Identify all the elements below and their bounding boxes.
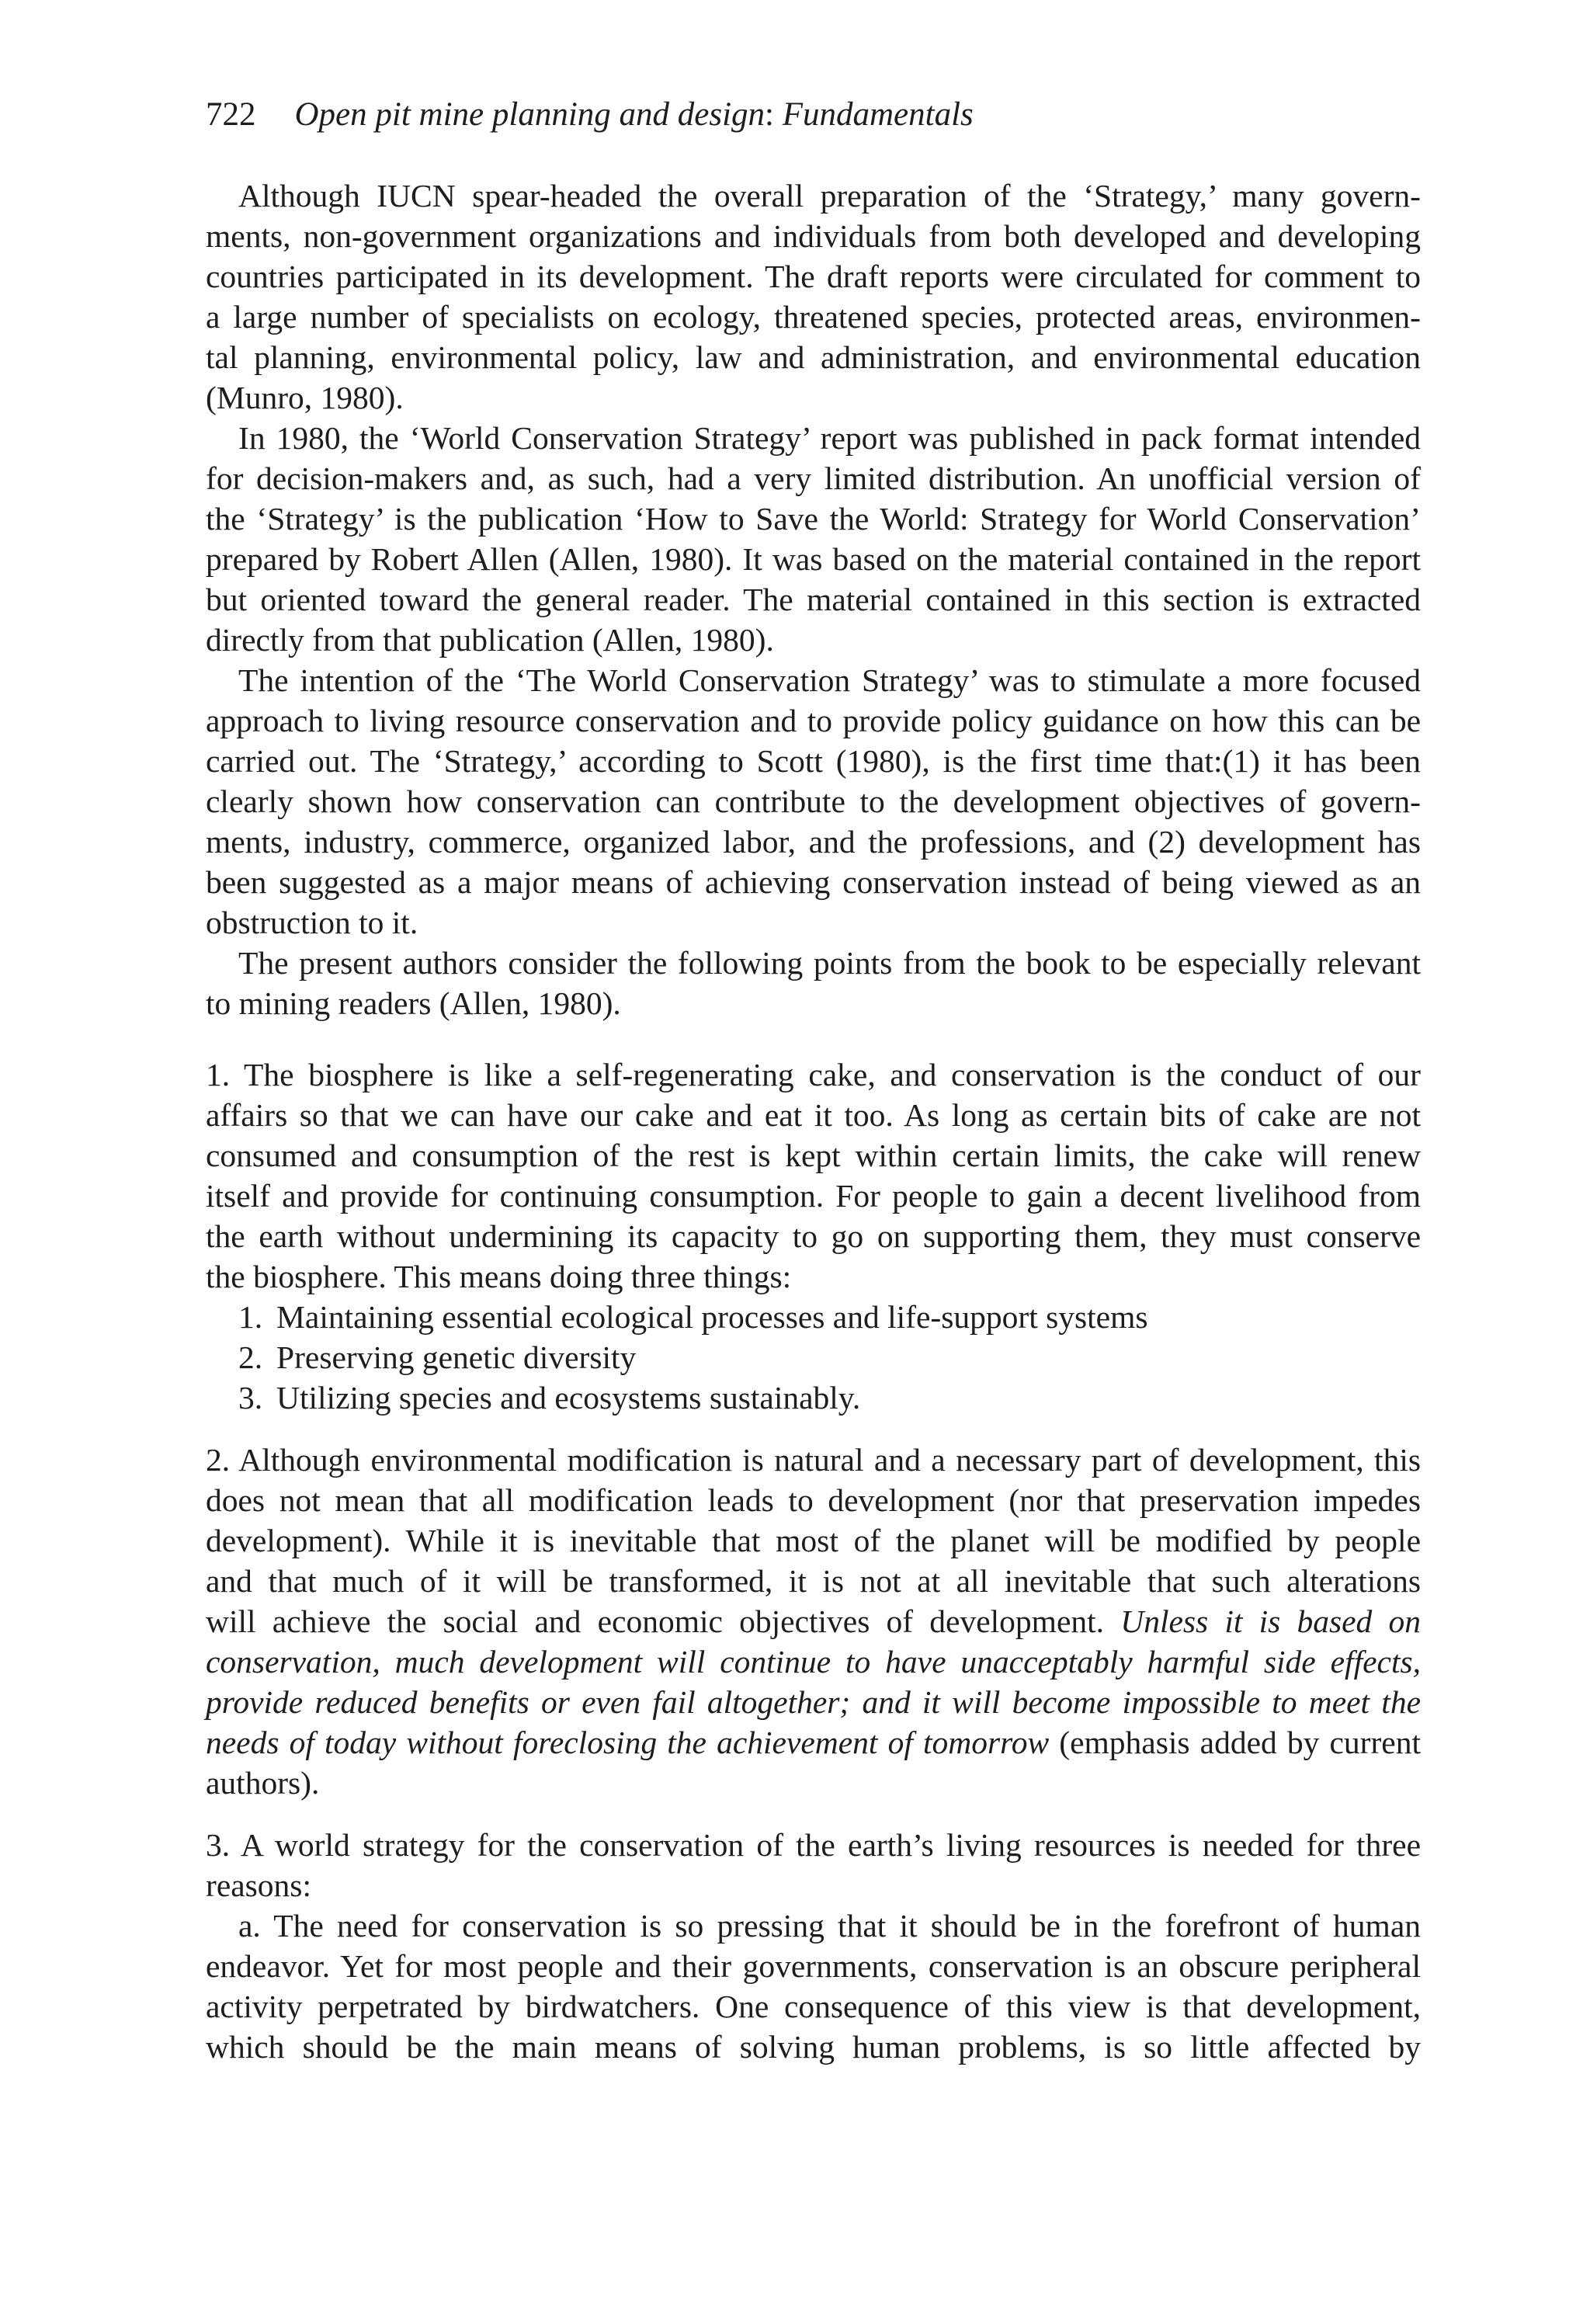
sub-list-item bbox=[206, 1377, 1421, 1418]
sub-list-number: 2. bbox=[238, 1339, 263, 1375]
text-line: affairs so that we can have our cake and eat it too. As long as certain bits of cake are not bbox=[206, 1097, 1421, 1133]
text-line: prepared by Robert Allen (Allen, 1980). It was based on the material contained in the report bbox=[206, 541, 1421, 577]
text-line: ments, non-government organizations and individuals from both developed and developing bbox=[206, 218, 1421, 254]
book-title: Open pit mine planning and design bbox=[294, 96, 765, 133]
sub-list-number: 3. bbox=[238, 1380, 263, 1416]
text-line: reasons: bbox=[206, 1867, 311, 1903]
page-number: 722 bbox=[206, 96, 256, 133]
text-line: endeavor. Yet for most people and their governments, conservation is an obscure peripheral bbox=[206, 1948, 1421, 1984]
text-line: carried out. The ‘Strategy,’ according to Scott (1980), is the first time that:(1) it has been bbox=[206, 743, 1421, 779]
text-line: to mining readers (Allen, 1980). bbox=[206, 985, 621, 1021]
text-line: The present authors consider the following points from the book to be especially relevant bbox=[238, 945, 1421, 981]
sub-list-item bbox=[206, 1337, 1421, 1377]
text-line: the earth without undermining its capacity to go on supporting them, they must conserve bbox=[206, 1218, 1421, 1254]
text-line: clearly shown how conservation can contribute to the development objectives of govern- bbox=[206, 783, 1421, 819]
text-line: Although IUCN spear-headed the overall preparation of the ‘Strategy,’ many govern- bbox=[238, 178, 1421, 214]
text-line: the biosphere. This means doing three things: bbox=[206, 1259, 792, 1294]
text-line: the ‘Strategy’ is the publication ‘How to Save the World: Strategy for World Conservation’ bbox=[206, 501, 1421, 537]
text-line: ments, industry, commerce, organized labor, and the professions, and (2) development has bbox=[206, 824, 1421, 860]
text-line: 1. The biosphere is like a self-regenerating cake, and conservation is the conduct of our bbox=[206, 1057, 1421, 1093]
text-line: authors). bbox=[206, 1765, 320, 1801]
text-line: (Munro, 1980). bbox=[206, 380, 404, 415]
text-line: for decision-makers and, as such, had a very limited distribution. An unofficial version of bbox=[206, 460, 1421, 496]
text-line: 3. A world strategy for the conservation of the earth’s living resources is needed for three bbox=[206, 1827, 1421, 1863]
running-header bbox=[206, 95, 974, 135]
emphasis-line: conservation, much development will continue to have unacceptably harmful side effects, bbox=[206, 1644, 1421, 1680]
numbered-points bbox=[206, 1054, 1421, 2067]
numbered-point bbox=[206, 1440, 1421, 1803]
text-line: development). While it is inevitable that most of the planet will be modified by people bbox=[206, 1523, 1421, 1558]
text-line: a large number of specialists on ecology, threatened species, protected areas, environmen- bbox=[206, 299, 1421, 335]
roman-text: (emphasis added by current bbox=[1059, 1725, 1421, 1760]
sub-list-text: Maintaining essential ecological processes and life-support systems bbox=[276, 1299, 1148, 1335]
emphasis-line: provide reduced benefits or even fail altogether; and it will become impossible to meet the bbox=[206, 1684, 1421, 1720]
emphasis-text: Unless it is based on bbox=[1120, 1603, 1421, 1639]
text-line: countries participated in its development. The draft reports were circulated for comment to bbox=[206, 259, 1421, 294]
text-line: been suggested as a major means of achieving conservation instead of being viewed as an bbox=[206, 864, 1421, 900]
title-separator: : bbox=[765, 96, 774, 133]
text-line: 2. Although environmental modification is natural and a necessary part of development, this bbox=[206, 1442, 1421, 1478]
numbered-point bbox=[206, 1825, 1421, 2067]
text-line: activity perpetrated by birdwatchers. One consequence of this view is that development, bbox=[206, 1989, 1421, 2024]
roman-text: will achieve the social and economic objectives of development. bbox=[206, 1603, 1105, 1639]
sub-list-text: Preserving genetic diversity bbox=[276, 1339, 637, 1375]
numbered-point bbox=[206, 1054, 1421, 1418]
body-paragraph bbox=[206, 943, 1421, 1023]
body-paragraph bbox=[206, 418, 1421, 660]
text-line: but oriented toward the general reader. The material contained in this section is extracted bbox=[206, 582, 1421, 617]
sub-list-text: Utilizing species and ecosystems sustainably. bbox=[276, 1380, 861, 1416]
text-line: approach to living resource conservation and to provide policy guidance on how this can be bbox=[206, 703, 1421, 738]
text-line: The intention of the ‘The World Conservation Strategy’ was to stimulate a more focused bbox=[238, 662, 1421, 698]
body-paragraph bbox=[206, 660, 1421, 943]
text-line: directly from that publication (Allen, 1980). bbox=[206, 622, 774, 658]
lettered-sub-point bbox=[206, 1905, 1421, 2067]
text-line: a. The need for conservation is so pressing that it should be in the forefront of human bbox=[238, 1908, 1421, 1944]
sub-list-item bbox=[206, 1297, 1421, 1337]
sub-list-number: 1. bbox=[238, 1299, 263, 1335]
text-line: In 1980, the ‘World Conservation Strategy’ report was published in pack format intended bbox=[238, 420, 1421, 456]
text-line bbox=[206, 1722, 1421, 1763]
text-line: and that much of it will be transformed, it is not at all inevitable that such alterations bbox=[206, 1563, 1421, 1599]
text-line bbox=[206, 1601, 1421, 1641]
text-line: consumed and consumption of the rest is kept within certain limits, the cake will renew bbox=[206, 1138, 1421, 1173]
body-text bbox=[206, 175, 1421, 2067]
text-line: itself and provide for continuing consumption. For people to gain a decent livelihood from bbox=[206, 1178, 1421, 1214]
book-subtitle: Fundamentals bbox=[782, 96, 974, 133]
text-line: tal planning, environmental policy, law and administration, and environmental education bbox=[206, 339, 1421, 375]
text-line: obstruction to it. bbox=[206, 905, 418, 940]
body-paragraph bbox=[206, 175, 1421, 418]
text-line: which should be the main means of solving human problems, is so little affected by bbox=[206, 2029, 1421, 2065]
running-title bbox=[295, 96, 974, 133]
emphasis-text: needs of today without foreclosing the achievement of tomorrow bbox=[206, 1725, 1050, 1760]
text-line: does not mean that all modification leads to development (nor that preservation impedes bbox=[206, 1482, 1421, 1518]
